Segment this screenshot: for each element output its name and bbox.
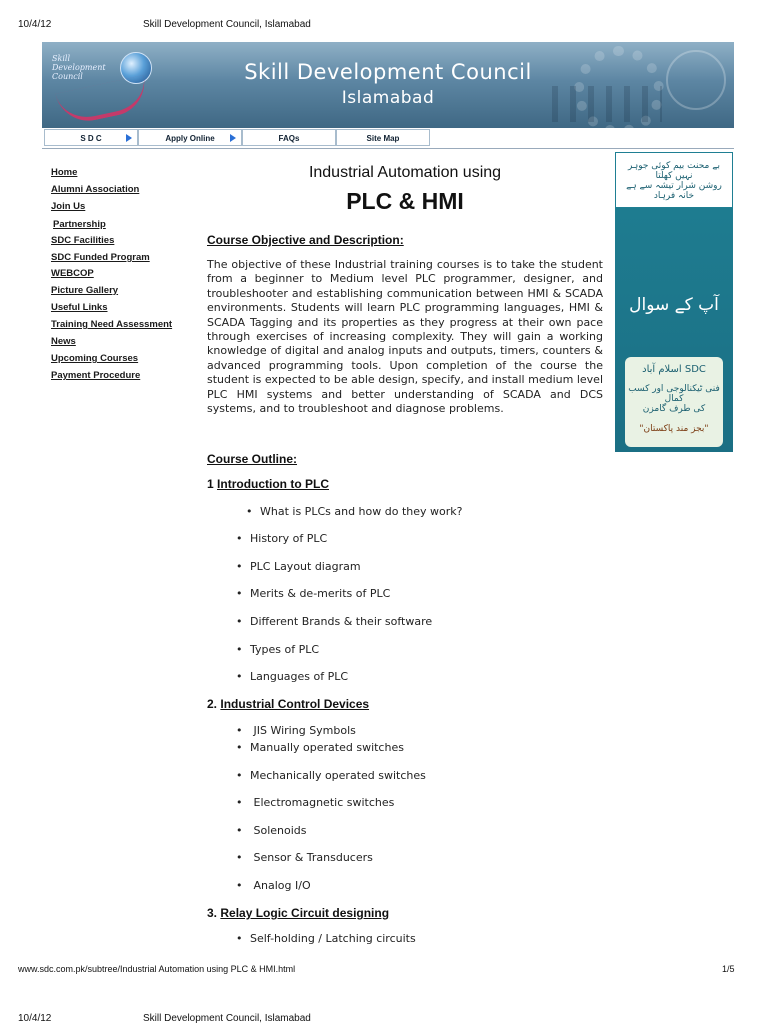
sidebar-item-payment-procedure[interactable]: Payment Procedure (51, 370, 141, 381)
list-item: • What is PLCs and how do they work? (246, 505, 463, 518)
print-date: 10/4/12 (18, 19, 52, 30)
sidebar-item-webcop[interactable]: WEBCOP (51, 268, 94, 279)
page-title-line1: Industrial Automation using (308, 164, 502, 181)
section-number: 2. (207, 697, 218, 711)
ad-quote-line1: بے محنت بیم کوئی جوہر نہیں کھلتا (627, 161, 720, 181)
list-item: • Manually operated switches (236, 741, 404, 754)
sidebar-item-join-us[interactable]: Join Us (51, 201, 86, 212)
sidebar-item-news[interactable]: News (51, 336, 76, 347)
objective-heading: Course Objective and Description: (207, 233, 404, 247)
nav-tab-label: FAQs (278, 134, 300, 143)
section-title: Industrial Control Devices (220, 697, 370, 711)
list-item: • Languages of PLC (236, 670, 349, 683)
nav-tab-apply-online[interactable] (138, 129, 242, 146)
list-item: • Mechanically operated switches (236, 769, 426, 782)
section-heading (207, 477, 329, 491)
sidebar-item-sdc-funded-program[interactable]: SDC Funded Program (51, 252, 150, 263)
list-item: • Self-holding / Latching circuits (236, 932, 416, 945)
nav-tab-label: Site Map (366, 134, 400, 143)
outline-heading: Course Outline: (207, 452, 298, 466)
ad-line4: "بجز مند پاکستان" (639, 424, 709, 434)
list-item: • PLC Layout diagram (236, 560, 361, 573)
print-url: www.sdc.com.pk/subtree/Industrial Automation using PLC & HMI.html (18, 964, 296, 974)
top-navigation (42, 128, 734, 149)
nav-tab-site-map[interactable] (336, 129, 430, 146)
sidebar-item-sdc-facilities[interactable]: SDC Facilities (51, 235, 115, 246)
list-item: • Solenoids (236, 824, 307, 837)
objective-text: The objective of these Industrial training courses is to take the student from a beginner to Medium level PLC programmer, designer, and troubleshooter and establishing communication between HMI & SCADA environments. Students will learn PLC programming languages, HMI & SCADA Tagging and its properties as they progress at their own pace through exercises of increasing complexity. They will gain a working knowledge of digital and analog inputs and outputs, timers, counters & advanced programming tools. Upon completion of the course the student is expected to be able design, specify, and install medium level PLC HMI systems and better understanding of SCADA and DCS systems, and to troubleshoot and diagnose problems. (207, 258, 603, 416)
list-item: • Electromagnetic switches (236, 796, 395, 809)
arrow-right-icon (126, 134, 132, 142)
nav-tab-label: S D C (80, 134, 102, 143)
ad-line2: فنی ٹیکنالوجی اور کسب کمال (628, 384, 720, 404)
list-item: • JIS Wiring Symbols (236, 724, 356, 737)
print-title: Skill Development Council, Islamabad (143, 19, 311, 30)
sidebar-item-training-need-assessment[interactable]: Training Need Assessment (51, 319, 173, 330)
list-item: • History of PLC (236, 532, 328, 545)
section-title: Introduction to PLC (217, 477, 330, 491)
sidebar-item-upcoming-courses[interactable]: Upcoming Courses (51, 353, 139, 364)
section-title: Relay Logic Circuit designing (220, 906, 390, 920)
sidebar-item-useful-links[interactable]: Useful Links (51, 302, 108, 313)
list-item: • Merits & de-merits of PLC (236, 587, 391, 600)
sidebar-item-alumni-association[interactable]: Alumni Association (51, 184, 140, 195)
next-page-date: 10/4/12 (18, 1013, 52, 1024)
nav-tab-sdc[interactable] (44, 129, 138, 146)
sidebar-item-home[interactable]: Home (51, 167, 78, 178)
banner-subtitle: Islamabad (341, 88, 435, 108)
sidebar-item-picture-gallery[interactable]: Picture Gallery (51, 285, 119, 296)
section-heading (207, 906, 389, 920)
next-page-title: Skill Development Council, Islamabad (143, 1013, 311, 1024)
logo-text: Skill Development Council (52, 54, 106, 81)
list-item: • Different Brands & their software (236, 615, 433, 628)
ad-line3: کی طرف گامزن (642, 404, 706, 414)
print-page-number: 1/5 (722, 964, 735, 974)
site-banner (42, 42, 734, 128)
banner-title: Skill Development Council (244, 60, 532, 84)
sidebar-item-partnership[interactable]: Partnership (53, 219, 106, 230)
list-item: • Analog I/O (236, 879, 311, 892)
arrow-right-icon (230, 134, 236, 142)
list-item: • Types of PLC (236, 643, 320, 656)
list-item: • Sensor & Transducers (236, 851, 373, 864)
ad-headline: آپ کے سوال (629, 295, 719, 315)
section-number: 1 (207, 477, 214, 491)
nav-tab-faqs[interactable] (242, 129, 336, 146)
section-heading (207, 697, 369, 711)
nav-tab-label: Apply Online (165, 134, 215, 143)
section-number: 3. (207, 906, 218, 920)
page-title-line2: PLC & HMI (346, 188, 464, 214)
ad-quote-box (615, 152, 733, 208)
ad-quote-line2: روشن شرار تیشہ سے ہے خانہ فرہاد (626, 181, 722, 201)
ad-line1: SDC اسلام آباد (642, 364, 706, 375)
urdu-ad-banner[interactable] (615, 152, 733, 452)
